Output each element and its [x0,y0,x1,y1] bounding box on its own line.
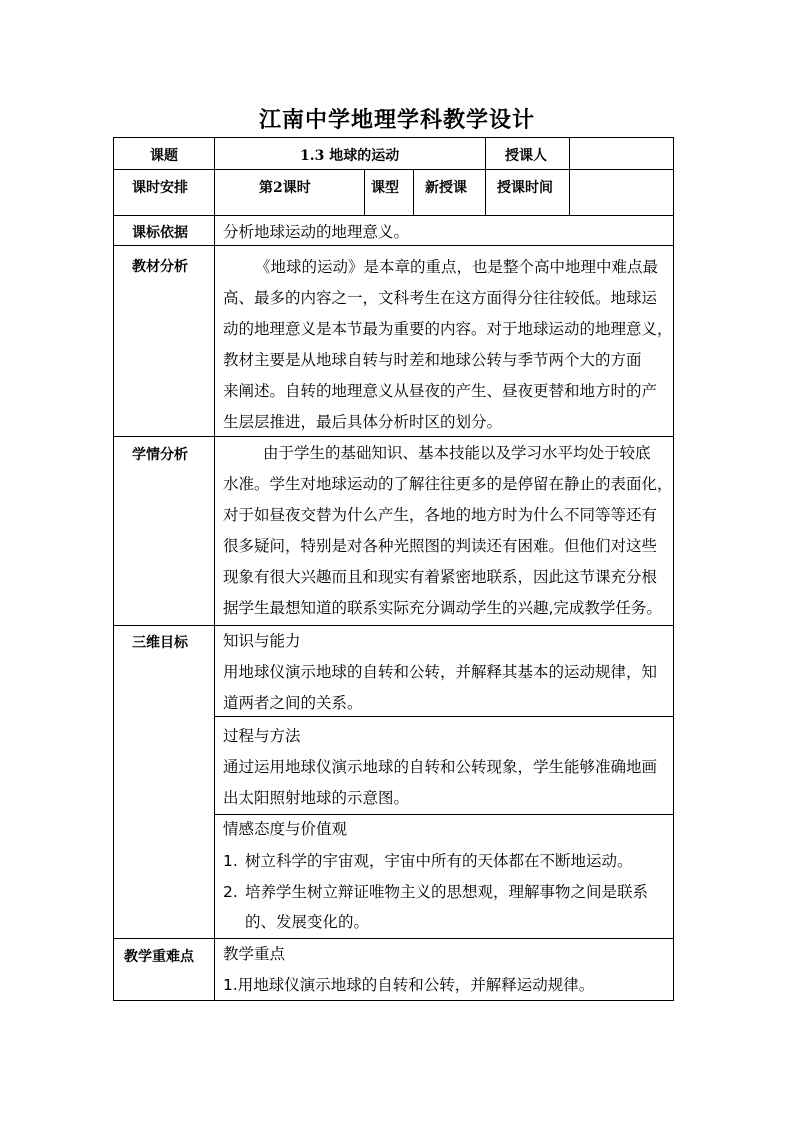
table-rule [113,137,674,138]
key-line: 1.用地球仪演示地球的自转和公转，并解释运动规律。 [223,976,595,994]
table-rule [113,169,674,170]
topic-value: 1.3 地球的运动 [300,148,400,164]
knowledge-heading: 知识与能力 [223,632,301,650]
emotion-heading: 情感态度与价值观 [223,820,348,838]
standard-text: 分析地球运动的地理意义。 [223,223,410,241]
student-label: 学情分析 [132,447,188,463]
material-line: 高、最多的内容之一，文科考生在这方面得分往往较低。地球运 [223,289,658,307]
process-line: 通过运用地球仪演示地球的自转和公转现象，学生能够准确地画 [223,758,658,776]
standard-label: 课标依据 [132,225,188,241]
list-item-number: 2. [223,883,238,901]
student-line: 水准。学生对地球运动的了解往往更多的是停留在静止的表面化， [223,475,673,493]
knowledge-line: 用地球仪演示地球的自转和公转，并解释其基本的运动规律，知 [223,663,658,681]
material-line: 《地球的运动》是本章的重点，也是整个高中地理中难点最 [255,258,659,276]
student-line: 对于如昼夜交替为什么产生，各地的地方时为什么不同等等还有 [223,506,658,524]
material-line: 来阐述。自转的地理意义从昼夜的产生、昼夜更替和地方时的产 [223,382,658,400]
table-rule [364,169,365,215]
table-rule [214,137,215,1001]
material-label: 教材分析 [132,259,188,275]
topic-label: 课题 [150,148,178,164]
teacher-label: 授课人 [505,148,547,164]
list-item: 树立科学的宇宙观，宇宙中所有的天体都在不断地运动。 [245,852,633,870]
student-line: 很多疑问，特别是对各种光照图的判读还有困难。但他们对这些 [223,537,658,555]
process-line: 出太阳照射地球的示意图。 [223,789,410,807]
list-item: 培养学生树立辩证唯物主义的思想观，理解事物之间是联系 [245,883,649,901]
type-value: 新授课 [425,180,467,196]
material-line: 动的地理意义是本节最为重要的内容。对于地球运动的地理意义， [223,320,673,338]
knowledge-line: 道两者之间的关系。 [223,694,363,712]
table-rule [113,215,674,216]
process-heading: 过程与方法 [223,727,301,745]
table-rule [673,137,674,1001]
goals-label: 三维目标 [132,635,188,651]
material-line: 教材主要是从地球自转与时差和地球公转与季节两个大的方面 [223,351,642,369]
list-item-continued: 的、发展变化的。 [245,913,370,931]
schedule-value: 第2课时 [259,180,311,196]
material-line: 生层层推进，最后具体分析时区的划分。 [223,413,503,431]
student-line: 现象有很大兴趣而且和现实有着紧密地联系，因此这节课充分根 [223,568,658,586]
list-item-number: 1. [223,852,238,870]
time-label: 授课时间 [497,180,553,196]
schedule-label: 课时安排 [132,180,188,196]
table-rule [113,137,114,1001]
type-label: 课型 [371,180,399,196]
student-line: 据学生最想知道的联系实际充分调动学生的兴趣,完成教学任务。 [223,599,662,617]
table-rule [113,938,674,939]
table-rule [485,137,486,215]
table-rule [113,625,674,626]
key-label: 教学重难点 [124,949,194,965]
table-rule [413,169,414,215]
table-rule [569,137,570,215]
student-line: 由于学生的基础知识、基本技能以及学习水平均处于较底 [263,444,651,462]
key-heading: 教学重点 [223,945,286,963]
page-title: 江南中学地理学科教学设计 [258,107,535,133]
table-rule [113,245,674,246]
